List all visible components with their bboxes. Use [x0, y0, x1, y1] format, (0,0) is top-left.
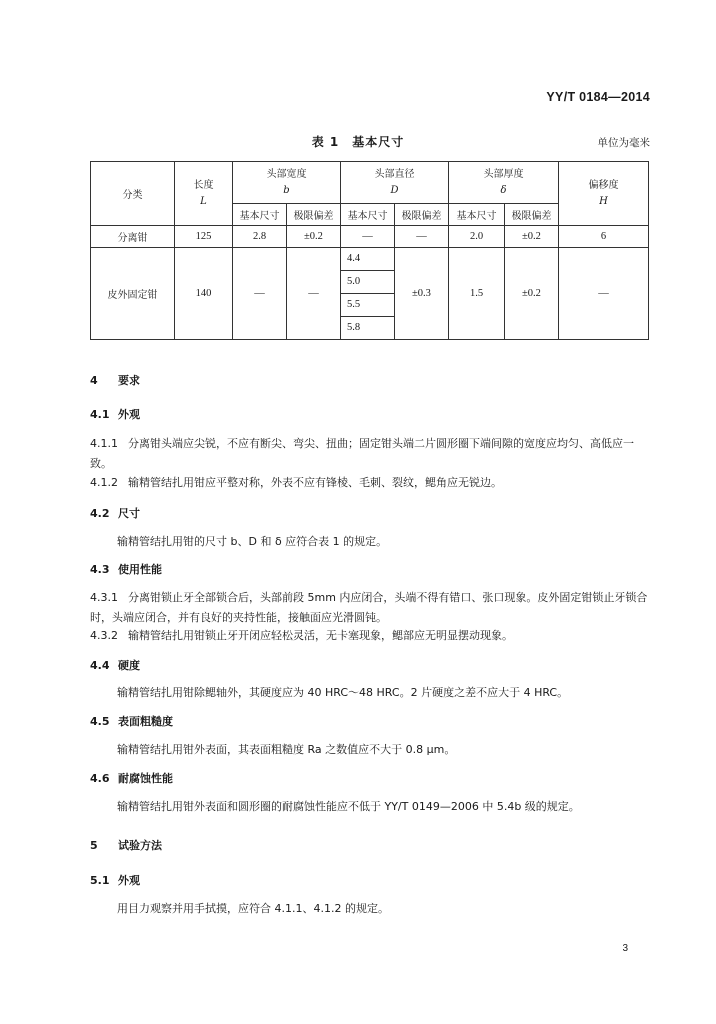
section-heading: [90, 872, 140, 888]
header-offset-symbol: H: [599, 195, 608, 207]
clause-number: 4.1.1: [90, 437, 118, 450]
cell-d-basic-value: 5.0: [341, 271, 394, 294]
section-number: 4.3: [90, 563, 110, 576]
cell-d-deviation: ±0.3: [395, 248, 449, 340]
section-heading: [90, 713, 173, 729]
clause-text: 输精管结扎用钳应平整对称，外表不应有锋棱、毛刺、裂纹，鳃角应无锐边。: [128, 476, 502, 489]
header-head-diameter: [341, 162, 449, 204]
cell-b-basic: —: [233, 248, 287, 340]
clause-paragraph: 用目力观察并用手拭摸，应符合 4.1.1、4.1.2 的规定。: [117, 902, 389, 915]
clause-paragraph: [90, 434, 650, 474]
clause-text: 输精管结扎用钳锁止牙开闭应轻松灵活，无卡塞现象，鳃部应无明显摆动现象。: [128, 629, 513, 642]
clause-paragraph: 输精管结扎用钳除鳃轴外，其硬度应为 40 HRC～48 HRC。2 片硬度之差不应大于 4 HRC。: [117, 686, 569, 699]
cell-d-basic: —: [341, 226, 395, 248]
unit-note: 单位为毫米: [597, 137, 650, 149]
clause-text: 分离钳锁止牙全部锁合后，头部前段 5mm 内应闭合，头端不得有错口、张口现象。皮外固定钳锁止牙锁合时，头端应闭合，并有良好的夹持性能，接触面应光滑圆钝。: [90, 591, 648, 624]
cell-b-deviation: ±0.2: [287, 226, 341, 248]
clause-number: 4.3.1: [90, 591, 118, 604]
section-number: 5: [90, 839, 98, 852]
header-head-thickness: [449, 162, 559, 204]
table-row: [91, 248, 649, 340]
section-number: 4.4: [90, 659, 110, 672]
section-title: 外观: [118, 408, 140, 421]
header-category: 分类: [91, 162, 175, 226]
clause-paragraph: [90, 588, 650, 628]
section-title: 硬度: [118, 659, 140, 672]
cell-thickness-deviation: ±0.2: [505, 248, 559, 340]
section-title: 尺寸: [118, 507, 140, 520]
clause-paragraph: 输精管结扎用钳外表面和圆形圈的耐腐蚀性能应不低于 YY/T 0149—2006 中 5.4b 级的规定。: [117, 800, 580, 813]
section-heading: [90, 372, 140, 388]
section-heading: [90, 561, 162, 577]
clause-paragraph: 输精管结扎用钳外表面，其表面粗糙度 Ra 之数值应不大于 0.8 μm。: [117, 743, 456, 756]
dimensions-table: [90, 161, 649, 340]
header-head-thickness-label: 头部厚度: [483, 168, 524, 180]
section-number: 4: [90, 374, 98, 387]
table-caption: 表 1 基本尺寸: [311, 135, 405, 149]
clause-paragraph: [90, 473, 650, 493]
subheader-limit-deviation: 极限偏差: [395, 204, 449, 226]
cell-d-basic-value: 5.5: [341, 294, 394, 317]
clause-number: 4.3.2: [90, 629, 118, 642]
header-length-symbol: L: [200, 195, 207, 207]
header-head-width: [233, 162, 341, 204]
subheader-basic-size: 基本尺寸: [449, 204, 505, 226]
header-head-width-label: 头部宽度: [266, 168, 307, 180]
section-title: 要求: [118, 374, 140, 387]
section-number: 5.1: [90, 874, 110, 887]
section-heading: [90, 505, 140, 521]
section-title: 使用性能: [118, 563, 162, 576]
clause-number: 4.1.2: [90, 476, 118, 489]
section-number: 4.5: [90, 715, 110, 728]
cell-b-deviation: —: [287, 248, 341, 340]
section-title: 耐腐蚀性能: [118, 772, 173, 785]
header-head-width-symbol: b: [283, 184, 290, 196]
section-title: 外观: [118, 874, 140, 887]
cell-d-basic-value: 5.8: [347, 322, 361, 333]
header-offset: [559, 162, 649, 226]
cell-d-deviation: —: [395, 226, 449, 248]
section-title: 表面粗糙度: [118, 715, 173, 728]
header-head-diameter-symbol: D: [390, 184, 399, 196]
cell-b-basic: 2.8: [233, 226, 287, 248]
table-row: [91, 226, 649, 248]
section-title: 试验方法: [118, 839, 162, 852]
clause-paragraph: 输精管结扎用钳的尺寸 b、D 和 δ 应符合表 1 的规定。: [117, 535, 388, 548]
cell-thickness-basic: 1.5: [449, 248, 505, 340]
header-head-diameter-label: 头部直径: [374, 168, 415, 180]
section-heading: [90, 837, 162, 853]
header-length: [175, 162, 233, 226]
section-heading: [90, 770, 173, 786]
subheader-limit-deviation: 极限偏差: [505, 204, 559, 226]
cell-category: 皮外固定钳: [91, 248, 175, 340]
cell-offset: 6: [559, 226, 649, 248]
clause-text: 分离钳头端应尖锐，不应有断尖、弯尖、扭曲；固定钳头端二片圆形圈下端间隙的宽度应均匀、高低应一致。: [90, 437, 634, 470]
section-number: 4.2: [90, 507, 110, 520]
subheader-basic-size: 基本尺寸: [233, 204, 287, 226]
section-number: 4.1: [90, 408, 110, 421]
cell-thickness-basic: 2.0: [449, 226, 505, 248]
page-number: 3: [622, 943, 628, 954]
subheader-limit-deviation: 极限偏差: [287, 204, 341, 226]
cell-offset: —: [559, 248, 649, 340]
subheader-basic-size: 基本尺寸: [341, 204, 395, 226]
section-number: 4.6: [90, 772, 110, 785]
cell-thickness-deviation: ±0.2: [505, 226, 559, 248]
cell-category: 分离钳: [91, 226, 175, 248]
standard-code: YY/T 0184—2014: [546, 90, 650, 104]
clause-paragraph: [90, 626, 650, 646]
header-head-thickness-symbol: δ: [500, 184, 507, 196]
cell-length: 125: [175, 226, 233, 248]
header-length-label: 长度: [193, 179, 214, 191]
section-heading: [90, 657, 140, 673]
cell-d-basic-value: 4.4: [341, 248, 394, 271]
cell-length: 140: [175, 248, 233, 340]
cell-d-basic-list: [341, 248, 395, 340]
header-offset-label: 偏移度: [588, 179, 619, 191]
section-heading: [90, 406, 140, 422]
table-header-row: [91, 162, 649, 204]
